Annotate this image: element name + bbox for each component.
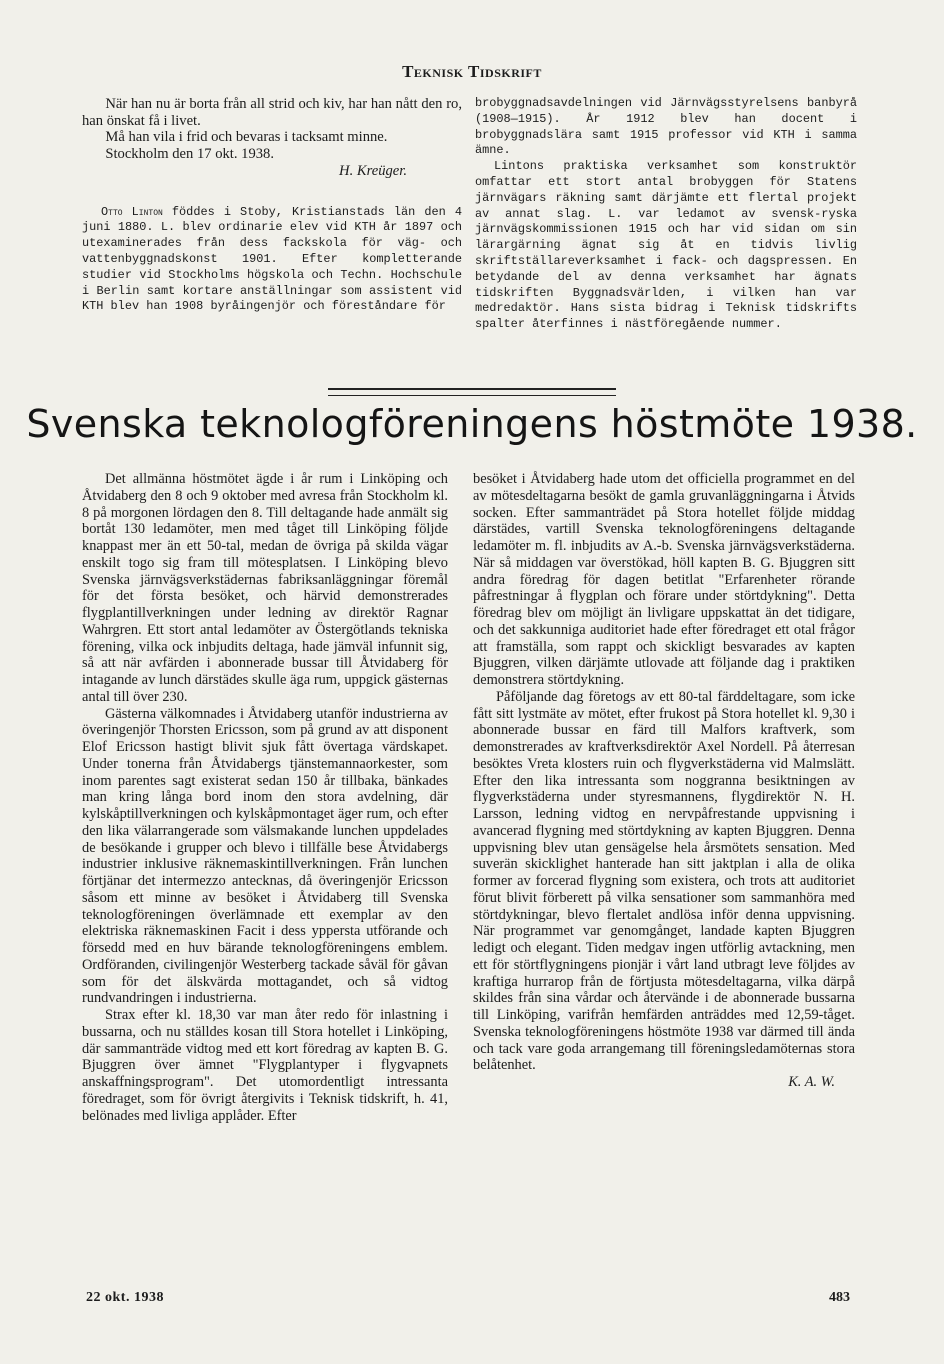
bio-paragraph	[82, 205, 462, 316]
article-paragraph-3: Strax efter kl. 18,30 var man åter redo för inlastning i bussarna, och nu ställdes kosan till Stora hotellet i Linköping, där sammanträde vidtog med ett kort föredrag av kapten B. G. Bjuggren över ämnet "Flygplantyper i flygvapnets anskaffningsprogram". Det utomordentligt intressanta föredraget, som för övrigt återgivits i Teknisk tidskrift, h. 41, belönades med livliga applåder. Efter	[82, 1007, 448, 1124]
article-title: Svenska teknologföreningens höstmöte 1938.	[26, 402, 918, 446]
article-left-column	[82, 471, 448, 1124]
place-date: Stockholm den 17 okt. 1938.	[105, 146, 274, 163]
obituary-signature: H. Kreüger.	[339, 162, 407, 179]
bio-name: Otto Linton	[101, 204, 163, 219]
bio-paragraph-2: Lintons praktiska verksamhet som konstruktör omfattar ett stort antal brobyggen för Statens järnvägars räkning samt därjämte ett flertal projekt av annat slag. L. var ledamot av svensk-ryska järnvägskommissionen 1915 och har vid sidan om sin lärargärning ägnat sig åt en tidvis livlig skriftställareverksamhet i fack- och dagspressen. En betydande del av denna verksamhet har ägnats tidskriften Byggnadsvärlden, i vilken han var medredaktör. Hans sista bidrag i Teknisk tidskrifts spalter återfinnes i nästföregående nummer.	[475, 159, 857, 332]
page-number: 483	[829, 1290, 850, 1305]
section-divider	[328, 388, 616, 396]
article-paragraph-2: Gästerna välkomnades i Åtvidaberg utanför industrierna av överingenjör Thorsten Ericsson, som på grund av att disponent Elof Ericsson hastigt blivit sjuk fått övertaga värdskapet. Under tonerna från Åtvidabergs tjänstemannaorkester, som inom parentes sagt existerat sedan 150 år tillbaka, bänkades man kring långa bord inom den stora avdelning, där kylskåptillverkningen och kylskåpmontaget äger rum, och efter den lika välarrangerade som välsmakande lunchen uppdelades de besökande i grupper och blevo i tillfälle bese Åtvidabergs industrier inklusive räknemaskintillverkningen. Från lunchen förtjänar det intermezzo antecknas, då överingenjör Ericsson såsom ett minne av besöket i Åtvidaberg till Svenska teknologföreningen överlämnade ett exemplar av den elektriska räknemaskinen Facit i dess yppersta utförande och försedd med en huv bärande teknologföreningens emblem. Ordföranden, civilingenjör Westerberg tackade såväl för gåvan som för det älskvärda mottagandet, och så vidtog rundvandringen i industrierna.	[82, 705, 448, 1007]
journal-header: Teknisk Tidskrift	[402, 62, 542, 81]
article-paragraph-3-continued: besöket i Åtvidaberg hade utom det officiella programmet en del av mötesdeltagarna besökt de gamla gruvanläggningarna i Åtvids socken. Efter sammanträdet på Stora hotellet följde middag därstädes, vartill Svenska teknologföreningens deltagande ledamöter m. fl. inbjudits av A.-b. Svenska järnvägsverkstäderna. När så middagen var överstökad, höll kapten B. G. Bjuggren sitt andra föredrag för dagen betitlat "Erfarenheter rörande påfrestningar å flygplan och förare under störtdykning". Detta föredrag blev om möjligt än livligare uppskattat än det tidigare, och det sakkunniga auditoriet hade efter föredraget ett otal frågor att framställa, som rappt och skickligt besvarades av kapten Bjuggren, vilken därjämte utlovade att följande dag i praktiken demonstrera störtdykning.	[473, 471, 855, 688]
article-signature: K. A. W.	[788, 1074, 835, 1090]
article-paragraph-1: Det allmänna höstmötet ägde i år rum i Linköping och Åtvidaberg den 8 och 9 oktober med avresa från Stockholm kl. 8 på morgonen lördagen den 8. Till deltagande hade anmält sig bortåt 130 ledamöter, men med tåget till Linköping följde knappast mer än ett 50-tal, medan de övriga på skilda vägar enskilt togo sig fram till mötesplatsen. I Linköping blevo Svenska järnvägsverkstädernas fabriksanläggningar föremål för det första besöket, och härvid demonstrerades flygplantillverkningen under ledning av direktör Ragnar Wahrgren. Ett stort antal ledamöter av Östergötlands tekniska förening, vilka ock inbjudits deltaga, hade jämväl infunnit sig, så att när avfärden i abonnerade bussar till Åtvidaberg för intagande av lunch därstädes skulle äga rum, uppgick gästernas antal till över 230.	[82, 471, 448, 705]
footer-date: 22 okt. 1938	[86, 1290, 164, 1305]
bio-paragraph-continued: brobyggnadsavdelningen vid Järnvägsstyrelsens banbyrå (1908—1915). År 1912 blev han docent i brobyggnadslära samt 1915 professor vid KTH i samma ämne.	[475, 96, 857, 158]
bio-text: föddes i Stoby, Kristianstads län den 4 juni 1880. L. blev ordinarie elev vid KTH år 1897 och utexaminerades från dess fackskola för väg- och vattenbyggnadskonst 1901. Efter kompletterande studier vid Stockholms högskola och Techn. Hochschule i Berlin samt kortare anställningar som assistent vid KTH blev han 1908 byråingenjör och föreståndare för	[82, 204, 462, 314]
article-paragraph-4: Påföljande dag företogs av ett 80-tal färddeltagare, som icke fått sitt lystmäte av mötet, efter frukost på Stora hotellet kl. 9,30 i abonnerade bussar en färd till Malfors kraftverk, som demonstrerades av kraftverksdirektör Axel Nordell. På återresan besöktes Vreta klosters ruin och flygverkstäderna vid Malmslätt. Efter den lika intressanta som noggranna besiktningen av flygverkstäderna under styresmannens, flygdirektör N. H. Larsson, ledning vidtog en nervpåfrestande uppvisning i avancerad flygning med störtdykning av kapten Bjuggren. Denna uppvisning blev utan gensägelse hela årsmötets sensation. Med suverän skicklighet hanterade han sitt jaktplan i alla de olika former av forcerad flygning som existera, och trots att auditoriet förut blivit förberett på vilka sensationer som sammanhöra med störtdykningar, blevo flertalet andlösa inför denna uppvisning. När programmet var genomgånget, landade kapten Bjuggren ledigt och elegant. Tiden medgav ingen utförlig avtackning, men ett för störtflygningens pionjär i vårt land utbragt leve följdes av kraftiga hurrarop från de förtjusta mötesdeltagarna, vilka därpå skildes från sina vårdar och återvände i de abonnerade bussarna till Linköping, varifrån hemfärden anträddes med 12,59-tåget. Svenska teknologföreningens höstmöte 1938 var därmed till ända och tack vare goda arrangemang till föreningsledamöternas stora belåtenhet.	[473, 688, 855, 1074]
obituary-left-column	[82, 96, 462, 315]
article-right-column	[473, 471, 855, 1091]
spacer	[82, 180, 462, 205]
tribute-paragraph-2: Må han vila i frid och bevaras i tacksamt minne.	[105, 129, 388, 146]
tribute-paragraph: När han nu är borta från all strid och kiv, har han nått den ro, han önskat få i livet.	[82, 96, 462, 129]
obituary-right-column	[475, 96, 857, 333]
